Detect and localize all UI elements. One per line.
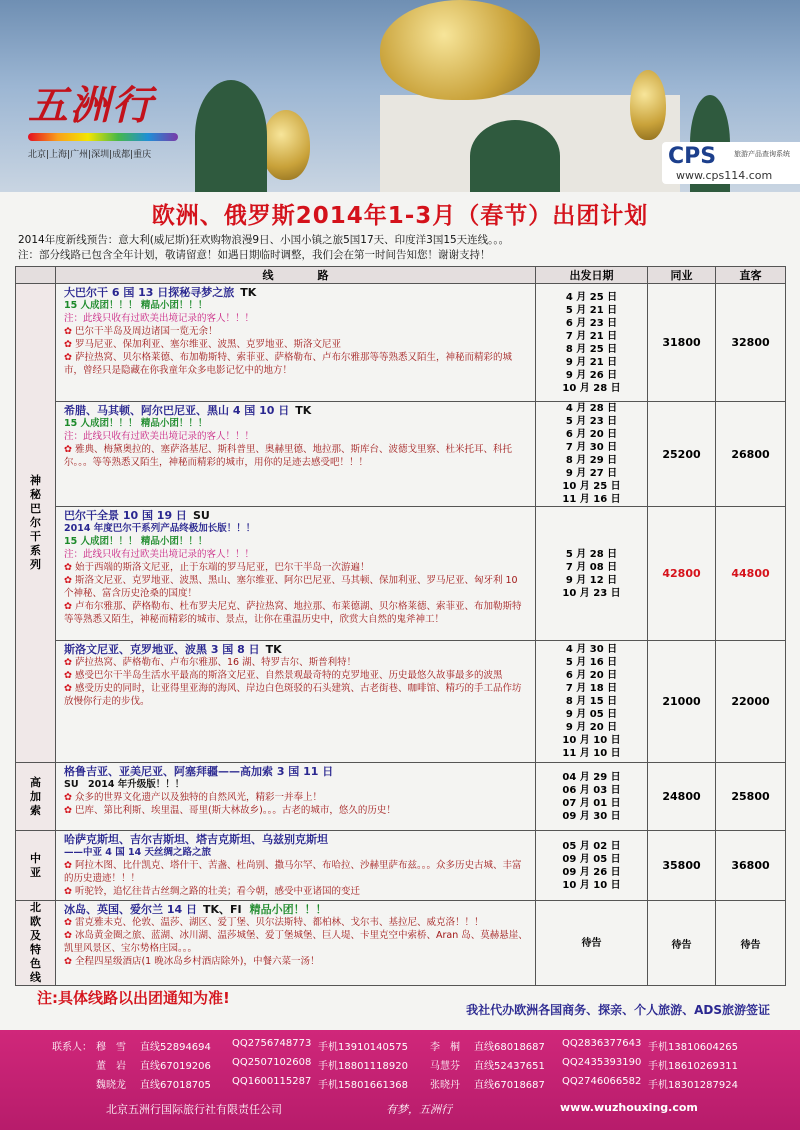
contact-qq: QQ2746066582 xyxy=(562,1076,642,1087)
tour-line: 阿拉木图、比什凯克、塔什干、苦盏、杜尚别、撒马尔罕、布哈拉、沙赫里萨布兹。。。众多历史古城、丰富的历史遗迹！！！ xyxy=(64,860,522,884)
category-central-asia: 中亚 xyxy=(16,831,56,901)
trade-price: 35800 xyxy=(648,831,716,901)
header-retail-price: 直客 xyxy=(716,267,786,284)
table-row xyxy=(16,402,786,507)
bullet-icon: ✿ xyxy=(64,670,72,681)
tour-title: 大巴尔干 6 国 13 日探秘寻梦之旅 xyxy=(64,286,235,299)
bullet-icon: ✿ xyxy=(64,575,72,586)
tour-route xyxy=(56,284,536,402)
company-name: 北京五洲行国际旅行社有限责任公司 xyxy=(106,1103,282,1116)
bullet-icon: ✿ xyxy=(64,339,72,350)
bullet-icon: ✿ xyxy=(64,326,72,337)
bullet-icon: ✿ xyxy=(64,657,72,668)
tour-line: 巴库、第比利斯、埃里温、哥里(斯大林故乡)。。。古老的城市，悠久的历史！ xyxy=(74,805,396,816)
visa-services: 我社代办欧洲各国商务、探亲、个人旅游、ADS旅游签证 xyxy=(466,1003,770,1017)
contact-name: 马慧芬 xyxy=(430,1061,460,1072)
contact-qq: QQ1600115287 xyxy=(232,1076,312,1087)
tour-line: 众多的世界文化遗产以及独特的自然风光，精彩一并奉上！ xyxy=(74,792,322,803)
bullet-icon: ✿ xyxy=(64,930,72,941)
category-balkan: 神秘巴尔干系列 xyxy=(16,284,56,763)
retail-price: 待告 xyxy=(716,901,786,986)
tour-title: 巴尔干全景 10 国 19 日 xyxy=(64,509,187,522)
airline-code: TK xyxy=(265,643,282,656)
retail-price: 36800 xyxy=(716,831,786,901)
logo-brand: 五洲行 xyxy=(28,82,154,129)
page-title: 欧洲、俄罗斯2014年1-3月（春节）出团计划 xyxy=(151,203,649,229)
contact-mobile: 手机13910140575 xyxy=(318,1042,408,1053)
contact-tel: 直线52894694 xyxy=(140,1042,211,1053)
logo-swoosh xyxy=(28,133,178,141)
cps-url[interactable]: www.cps114.com xyxy=(676,169,773,182)
header-dates: 出发日期 xyxy=(536,267,648,284)
tour-route xyxy=(56,641,536,763)
schedule-table xyxy=(15,266,786,986)
retail-price: 22000 xyxy=(716,641,786,763)
green-dome-center xyxy=(470,120,560,192)
contact-name: 李 桐 xyxy=(430,1042,460,1053)
golden-dome-right xyxy=(630,70,666,140)
green-dome-left xyxy=(195,80,267,192)
contact-tel: 直线67019206 xyxy=(140,1061,211,1072)
table-row xyxy=(16,284,786,402)
bullet-icon: ✿ xyxy=(64,956,72,967)
cps-name: CPS xyxy=(668,144,717,169)
bullet-icon: ✿ xyxy=(64,860,72,871)
tour-line: ——中亚 4 国 14 天丝绸之路之旅 xyxy=(64,847,212,858)
table-row xyxy=(16,831,786,901)
tour-route xyxy=(56,901,536,986)
bullet-icon: ✿ xyxy=(64,562,72,573)
tour-route xyxy=(56,402,536,507)
retail-price: 25800 xyxy=(716,763,786,831)
cps-badge xyxy=(662,142,800,184)
contact-tel: 直线52437651 xyxy=(474,1061,545,1072)
category-nordic: 北欧及特色线 xyxy=(16,901,56,986)
trade-price: 25200 xyxy=(648,402,716,507)
tour-title: 格鲁吉亚、亚美尼亚、阿塞拜疆——高加索 3 国 11 日 xyxy=(64,765,334,778)
header-category xyxy=(16,267,56,284)
category-caucasus: 高加索 xyxy=(16,763,56,831)
contact-name: 张晓丹 xyxy=(430,1080,460,1091)
tour-line: 始于西端的斯洛文尼亚，止于东端的罗马尼亚，巴尔干半岛一次游遍！ xyxy=(74,562,370,573)
departure-dates: 5 月 28 日 7 月 08 日 9 月 12 日 10 月 23 日 xyxy=(536,507,648,641)
header-banner xyxy=(0,0,800,192)
tour-line: 卢布尔雅那、萨格勒布、杜布罗夫尼克、萨拉热窝、地拉那、布莱德湖、贝尔格莱德、索菲亚、布加勒斯特等等熟悉又陌生，神秘而精彩的城市、景点，让你在重温历史中，欣赏大自然的鬼斧神工！ xyxy=(64,601,522,625)
retail-price: 44800 xyxy=(716,507,786,641)
bullet-icon: ✿ xyxy=(64,601,72,612)
tour-line: 感受巴尔干半岛生活水平最高的斯洛文尼亚、自然景观最奇特的克罗地亚、历史最悠久故事最多的波黑 xyxy=(74,670,503,681)
tour-line: 感受历史的同时，让亚得里亚海的海风、岸边白色斑驳的石头建筑、古老街巷、咖啡馆、精巧的手工品作坊放慢你行走的步伐。 xyxy=(64,683,522,707)
contact-mobile: 手机15801661368 xyxy=(318,1080,408,1091)
departure-dates: 4 月 28 日 5 月 23 日 6 月 20 日 7 月 30 日 8 月 29 日 9 月 27 日 10 月 25 日 11 月 16 日 xyxy=(536,402,648,507)
bullet-icon: ✿ xyxy=(64,792,72,803)
trade-price: 24800 xyxy=(648,763,716,831)
bullet-icon: ✿ xyxy=(64,886,72,897)
company-logo xyxy=(28,74,203,160)
tour-line: 全程四星级酒店(1 晚冰岛乡村酒店除外)，中餐六菜一汤！ xyxy=(74,956,320,967)
trade-price: 21000 xyxy=(648,641,716,763)
tour-title: 哈萨克斯坦、吉尔吉斯坦、塔吉克斯坦、乌兹别克斯坦 xyxy=(64,833,328,846)
departure-dates: 4 月 30 日 5 月 16 日 6 月 20 日 7 月 18 日 8 月 15 日 9 月 05 日 9 月 20 日 10 月 10 日 11 月 10 日 xyxy=(536,641,648,763)
website-link[interactable]: www.wuzhouxing.com xyxy=(560,1101,698,1114)
airline-code: TK xyxy=(295,404,312,417)
bullet-icon: ✿ xyxy=(64,444,72,455)
logo-cities: 北京|上海|广州|深圳|成都|重庆 xyxy=(28,150,152,160)
contact-mobile: 手机18801118920 xyxy=(318,1061,408,1072)
departure-dates: 4 月 25 日 5 月 21 日 6 月 23 日 7 月 21 日 8 月 25 日 9 月 21 日 9 月 26 日 10 月 28 日 xyxy=(536,284,648,402)
contact-qq: QQ2836377643 xyxy=(562,1038,642,1049)
table-row xyxy=(16,641,786,763)
tour-line: 雷克雅未克、伦敦、温莎、湖区、爱丁堡、贝尔法斯特、都柏林、戈尔韦、基拉尼、威克洛！！！ xyxy=(74,917,484,928)
tour-line: 罗马尼亚、保加利亚、塞尔维亚、波黑、克罗地亚、斯洛文尼亚 xyxy=(74,339,341,350)
departure-dates: 05 月 02 日 09 月 05 日 09 月 26 日 10 月 10 日 xyxy=(536,831,648,901)
tour-route xyxy=(56,763,536,831)
tour-line: 15 人成团！！！ 精品小团！！！ xyxy=(64,418,208,429)
cps-subtitle: 旅游产品查询系统 xyxy=(734,150,790,158)
table-row xyxy=(16,507,786,641)
tour-line: 雅典、梅黛奥拉的、塞萨洛基尼、斯科普里、奥赫里德、地拉那、斯库台、波德戈里察、杜米托耳、科托尔。。。等等熟悉又陌生，神秘而精彩的城市，用你的足迹去感受吧！！！ xyxy=(64,444,512,468)
retail-price: 32800 xyxy=(716,284,786,402)
header-route: 线 路 xyxy=(56,267,536,284)
bullet-icon: ✿ xyxy=(64,683,72,694)
contact-mobile: 手机18301287924 xyxy=(648,1080,738,1091)
airline-code: TK xyxy=(240,286,257,299)
contact-mobile: 手机18610269311 xyxy=(648,1061,738,1072)
tour-line: 听驼铃，追忆往昔古丝绸之路的壮美；看今朝，感受中亚诸国的变迁 xyxy=(74,886,360,897)
tour-line: 斯洛文尼亚、克罗地亚、波黑、黑山、塞尔维亚、阿尔巴尼亚、马其顿、保加利亚、罗马尼亚、匈牙利 10 个神秘、富含历史沧桑的国度！ xyxy=(64,575,518,599)
departure-dates: 待告 xyxy=(536,901,648,986)
contact-tel: 直线67018687 xyxy=(474,1080,545,1091)
trade-price: 待告 xyxy=(648,901,716,986)
tour-line: 巴尔干半岛及周边诸国一览无余！ xyxy=(74,326,218,337)
tour-line: 15 人成团！！！ 精品小团！！！ xyxy=(64,300,208,311)
contact-name: 穆 雪 xyxy=(96,1042,126,1053)
route-footnote: 注:具体线路以出团通知为准! xyxy=(37,989,230,1007)
golden-dome-main xyxy=(380,0,540,100)
airline-code: TK、FI xyxy=(202,903,242,916)
golden-dome-small xyxy=(262,110,310,180)
contact-qq: QQ2756748773 xyxy=(232,1038,312,1049)
departure-dates: 04 月 29 日 06 月 03 日 07 月 01 日 09 月 30 日 xyxy=(536,763,648,831)
bullet-icon: ✿ xyxy=(64,917,72,928)
table-header-row xyxy=(16,267,786,284)
trade-price: 42800 xyxy=(648,507,716,641)
tour-line: 15 人成团！！！ 精品小团！！！ xyxy=(64,536,208,547)
tour-line: 注：此线只收有过欧美出境记录的客人！！！ xyxy=(64,431,255,442)
tour-line: 萨拉热窝、贝尔格莱德、布加勒斯特、索菲亚、萨格勒布、卢布尔雅那等等熟悉又陌生，神秘而精彩的城市，曾经只是隐藏在你我童年众多电影记忆中的地方！ xyxy=(64,352,512,376)
contacts-label: 联系人： xyxy=(52,1042,92,1053)
tour-line: 萨拉热窝、萨格勒布、卢布尔雅那、16 湖、特罗吉尔、斯普利特！ xyxy=(74,657,357,668)
tour-line: SU 2014 年升级版！！！ xyxy=(64,779,185,790)
contact-mobile: 手机13810604265 xyxy=(648,1042,738,1053)
table-row xyxy=(16,901,786,986)
tour-line: 2014 年度巴尔干系列产品终极加长版！！！ xyxy=(64,523,256,534)
tour-title: 冰岛、英国、爱尔兰 14 日 xyxy=(64,903,197,916)
tour-line: 冰岛黄金圈之旅、蓝湖、冰川湖、温莎城堡、爱丁堡城堡、巨人堤、卡里克空中索桥、Aran 岛、莫赫悬崖、凯里风景区、宝尔势格庄园。。。 xyxy=(64,930,528,954)
contact-name: 魏晓龙 xyxy=(96,1080,126,1091)
contact-tel: 直线67018705 xyxy=(140,1080,211,1091)
bottom-bar xyxy=(0,1101,800,1121)
tour-line: 注：此线只收有过欧美出境记录的客人！！！ xyxy=(64,313,255,324)
tour-title: 希腊、马其顿、阿尔巴尼亚、黑山 4 国 10 日 xyxy=(64,404,290,417)
schedule-notice: 注：部分线路已包含全年计划，敬请留意！如遇日期临时调整，我们会在第一时间告知您！谢谢支持！ xyxy=(18,249,491,261)
contact-tel: 直线68018687 xyxy=(474,1042,545,1053)
contact-name: 董 岩 xyxy=(96,1061,126,1072)
retail-price: 26800 xyxy=(716,402,786,507)
airline-code: SU xyxy=(192,509,210,522)
contact-qq: QQ2435393190 xyxy=(562,1057,642,1068)
tour-line: 注：此线只收有过欧美出境记录的客人！！！ xyxy=(64,549,255,560)
new-line-preview: 2014年度新线预告：意大利(威尼斯)狂欢购物浪漫9日、小国小镇之旅5国17天、印度洋3国15天连线。。。 xyxy=(18,234,510,246)
tour-route xyxy=(56,831,536,901)
tour-route xyxy=(56,507,536,641)
table-row xyxy=(16,763,786,831)
trade-price: 31800 xyxy=(648,284,716,402)
bullet-icon: ✿ xyxy=(64,805,72,816)
contact-qq: QQ2507102608 xyxy=(232,1057,312,1068)
slogan: 有梦，五洲行 xyxy=(386,1103,452,1116)
tour-extra: 精品小团！！！ xyxy=(249,903,327,916)
bullet-icon: ✿ xyxy=(64,352,72,363)
header-trade-price: 同业 xyxy=(648,267,716,284)
tour-title: 斯洛文尼亚、克罗地亚、波黑 3 国 8 日 xyxy=(64,643,260,656)
